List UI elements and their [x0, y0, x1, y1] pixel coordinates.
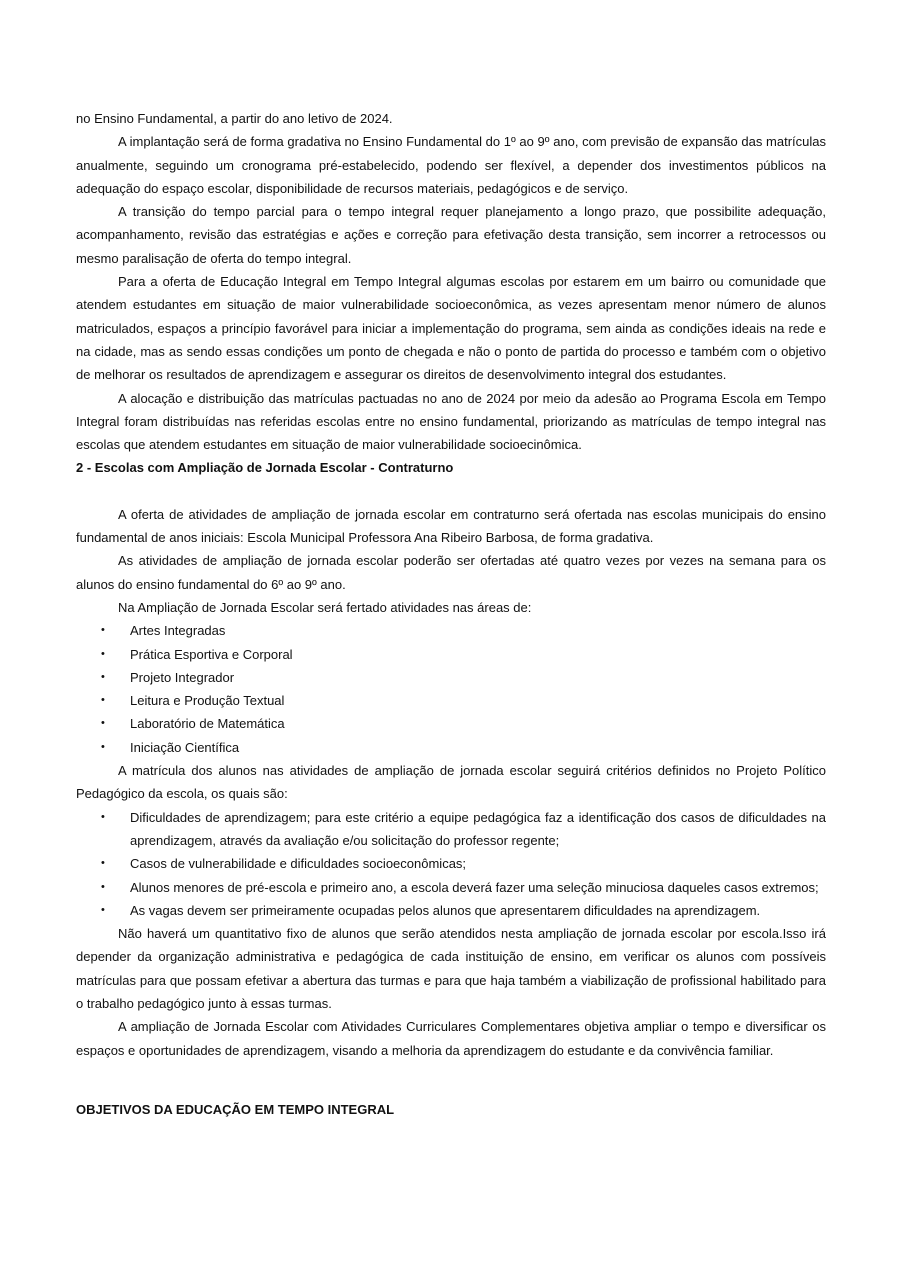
bullet-icon: • — [101, 810, 105, 823]
bullet-icon: • — [101, 717, 105, 730]
list-item — [76, 899, 826, 922]
bullet-icon: • — [101, 694, 105, 707]
paragraph-objetivo-ampliacao: A ampliação de Jornada Escolar com Atividades Curriculares Complementares objetiva ampliar o tempo e diversificar os espaços e oportunidades de aprendizagem, visando a melhoria da aprendizagem do estudante e da convivência familiar. — [76, 1019, 826, 1058]
list-item-text: Prática Esportiva e Corporal — [130, 646, 293, 662]
bullet-icon: • — [101, 903, 105, 916]
paragraph-continuation: no Ensino Fundamental, a partir do ano letivo de 2024. — [76, 111, 393, 126]
paragraph-contraturno-frequencia: As atividades de ampliação de jornada escolar poderão ser ofertadas até quatro vezes por vezes na semana para os alunos do ensino fundamental do 6º ao 9º ano. — [76, 553, 826, 592]
list-item — [76, 666, 826, 689]
list-item-text: Artes Integradas — [130, 623, 226, 639]
activity-areas-list — [76, 619, 826, 759]
bullet-icon: • — [101, 647, 105, 660]
bullet-icon: • — [101, 857, 105, 870]
bullet-icon: • — [101, 670, 105, 683]
bullet-icon: • — [101, 740, 105, 753]
bullet-icon: • — [101, 624, 105, 637]
list-item — [76, 689, 826, 712]
paragraph-quantitativo: Não haverá um quantitativo fixo de alunos que serão atendidos nesta ampliação de jornada escolar por escola.Isso irá depender da organização administrativa e pedagógica de cada instituição de ensino, em verificar os alunos com possíveis matrículas para que possam efetivar a abertura das turmas e para que haja também a viabilização de profissional habilitado para o trabalho pedagógico junto à essas turmas. — [76, 926, 826, 1011]
list-item — [76, 619, 826, 642]
bullet-icon: • — [101, 880, 105, 893]
list-item — [76, 806, 826, 853]
paragraph-alocacao: A alocação e distribuição das matrículas pactuadas no ano de 2024 por meio da adesão ao Programa Escola em Tempo Integral foram distribuídas nas referidas escolas entre no ensino fundamental, priorizando as matrículas de tempo integral nas escolas que atendem estudantes em situação de maior vulnerabilidade socioecinômica. — [76, 390, 826, 453]
paragraph-oferta: Para a oferta de Educação Integral em Tempo Integral algumas escolas por estarem em um bairro ou comunidade que atendem estudantes em situação de maior vulnerabilidade socioeconômica, as vezes apresentam menor número de alunos matriculados, espaços a princípio favorável para iniciar a implementação do programa, sem ainda as condições ideais na rede e na cidade, mas as sendo essas condições um ponto de chegada e não o ponto de partida do processo e também com o objetivo de melhorar os resultados de aprendizagem e assegurar os direitos de desenvolvimento integral dos estudantes. — [76, 274, 826, 383]
list-item — [76, 712, 826, 735]
list-item-text: Projeto Integrador — [130, 669, 235, 685]
objectives-heading: OBJETIVOS DA EDUCAÇÃO EM TEMPO INTEGRAL — [76, 1101, 395, 1117]
criteria-list — [76, 806, 826, 922]
list-item-text: Iniciação Científica — [130, 739, 240, 755]
list-item — [76, 643, 826, 666]
section-heading: 2 - Escolas com Ampliação de Jornada Escolar - Contraturno — [76, 460, 454, 476]
paragraph-implantacao: A implantação será de forma gradativa no Ensino Fundamental do 1º ao 9º ano, com previsão de expansão das matrículas anualmente, seguindo um cronograma pré-estabelecido, podendo ser flexível, a depender dos investimentos públicos na adequação do espaço escolar, disponibilidade de recursos materiais, pedagógicos e de serviço. — [76, 134, 826, 196]
paragraph-criteria-intro: A matrícula dos alunos nas atividades de ampliação de jornada escolar seguirá critérios definidos no Projeto Político Pedagógico da escola, os quais são: — [76, 763, 826, 802]
list-item-text: Laboratório de Matemática — [130, 716, 285, 732]
list-item-text: Leitura e Produção Textual — [130, 693, 285, 709]
list-item — [76, 736, 826, 759]
document-page — [76, 107, 826, 1121]
list-item — [76, 876, 826, 899]
paragraph-areas-intro: Na Ampliação de Jornada Escolar será fertado atividades nas áreas de: — [118, 599, 532, 615]
list-item-text: Casos de vulnerabilidade e dificuldades socioeconômicas; — [130, 856, 467, 872]
list-item-text: As vagas devem ser primeiramente ocupadas pelos alunos que apresentarem dificuldades na aprendizagem. — [130, 902, 761, 918]
list-item — [76, 852, 826, 875]
paragraph-transicao: A transição do tempo parcial para o tempo integral requer planejamento a longo prazo, que possibilite adequação, acompanhamento, revisão das estratégias e ações e correção para efetivação desta transição, sem incorrer a retrocessos ou mesmo paralisação de oferta do tempo integral. — [76, 204, 826, 266]
paragraph-contraturno-oferta: A oferta de atividades de ampliação de jornada escolar em contraturno será ofertada nas escolas municipais do ensino fundamental de anos iniciais: Escola Municipal Professora Ana Ribeiro Barbosa, de forma gradativa. — [76, 506, 826, 546]
list-item-text: Alunos menores de pré-escola e primeiro ano, a escola deverá fazer uma seleção minuciosa daqueles casos extremos; — [130, 879, 819, 895]
list-item-text: Dificuldades de aprendizagem; para este critério a equipe pedagógica faz a identificação dos casos de dificuldades na aprendizagem, através da avaliação e/ou solicitação do professor regente; — [130, 809, 826, 848]
spacer — [76, 480, 826, 503]
